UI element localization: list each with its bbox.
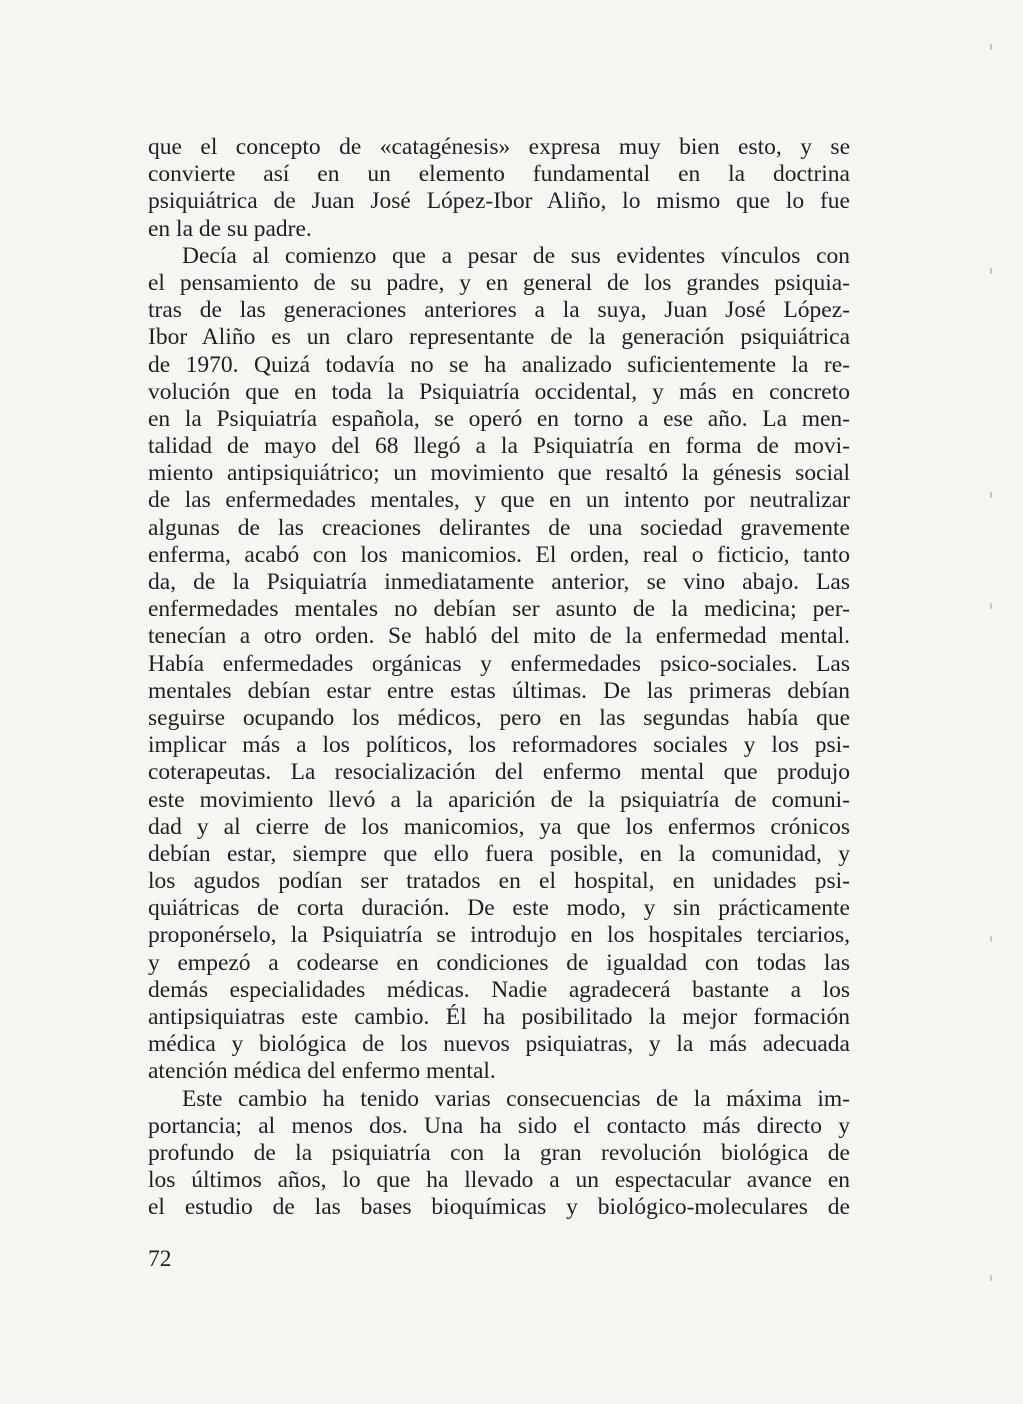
text-line: portancia; al menos dos. Una ha sido el contacto más directo y (148, 1112, 850, 1139)
text-line: Ibor Aliño es un claro representante de la generación psiquiátrica (148, 324, 850, 351)
text-line: en la de su padre. (148, 215, 312, 242)
text-line: enferma, acabó con los manicomios. El orden, real o ficticio, tanto (148, 541, 850, 568)
text-line: tras de las generaciones anteriores a la suya, Juan José López- (148, 297, 850, 324)
text-line: antipsiquiatras este cambio. Él ha posibilitado la mejor formación (148, 1004, 850, 1030)
scan-speck (990, 44, 992, 50)
text-line: este movimiento llevó a la aparición de la psiquiatría de comuni- (148, 786, 850, 813)
text-line: el estudio de las bases bioquímicas y biológico-moleculares de (148, 1194, 850, 1221)
text-line: miento antipsiquiátrico; un movimiento que resaltó la génesis social (148, 460, 850, 487)
text-line: proponérselo, la Psiquiatría se introdujo en los hospitales terciarios, (148, 922, 850, 949)
text-line: que el concepto de «catagénesis» expresa muy bien esto, y se (148, 134, 850, 160)
text-line: coterapeutas. La resocialización del enfermo mental que produjo (148, 759, 850, 786)
text-line: seguirse ocupando los médicos, pero en las segundas había que (148, 704, 850, 731)
text-line: volución que en toda la Psiquiatría occidental, y más en concreto (148, 378, 850, 405)
text-line: quiátricas de corta duración. De este modo, y sin prácticamente (148, 895, 850, 922)
text-line: da, de la Psiquiatría inmediatamente anterior, se vino abajo. Las (148, 569, 850, 595)
text-line: tenecían a otro orden. Se habló del mito de la enfermedad mental. (148, 623, 850, 650)
text-line: implicar más a los políticos, los reformadores sociales y los psi- (148, 732, 850, 759)
text-line: mentales debían estar entre estas últimas. De las primeras debían (148, 677, 850, 704)
text-line: Decía al comienzo que a pesar de sus evidentes vínculos con (182, 242, 850, 269)
text-line: Este cambio ha tenido varias consecuencias de la máxima im- (182, 1085, 850, 1112)
scan-speck (990, 268, 992, 274)
text-line: dad y al cierre de los manicomios, ya que los enfermos crónicos (148, 813, 850, 840)
text-line: algunas de las creaciones delirantes de una sociedad gravemente (148, 514, 850, 541)
scan-speck (990, 492, 992, 498)
text-line: talidad de mayo del 68 llegó a la Psiquiatría en forma de movi- (148, 433, 850, 460)
scan-speck (990, 603, 992, 609)
text-line: enfermedades mentales no debían ser asunto de la medicina; per- (148, 596, 850, 623)
text-line: los últimos años, lo que ha llevado a un espectacular avance en (148, 1167, 850, 1194)
scan-speck (990, 936, 992, 942)
text-line: y empezó a codearse en condiciones de igualdad con todas las (148, 949, 850, 976)
body-text (148, 134, 850, 1222)
text-line: convierte así en un elemento fundamental en la doctrina (148, 161, 850, 188)
text-line: Había enfermedades orgánicas y enfermedades psico-sociales. Las (148, 650, 850, 677)
text-line: en la Psiquiatría española, se operó en torno a ese año. La men- (148, 405, 850, 432)
text-line: de 1970. Quizá todavía no se ha analizado suficientemente la re- (148, 351, 850, 378)
text-line: demás especialidades médicas. Nadie agradecerá bastante a los (148, 976, 850, 1003)
text-line: médica y biológica de los nuevos psiquiatras, y la más adecuada (148, 1031, 850, 1058)
scan-speck (990, 1275, 992, 1281)
text-line: debían estar, siempre que ello fuera posible, en la comunidad, y (148, 840, 850, 867)
text-line: atención médica del enfermo mental. (148, 1058, 496, 1085)
text-line: de las enfermedades mentales, y que en un intento por neutralizar (148, 487, 850, 514)
page-number: 72 (148, 1246, 172, 1272)
text-line: psiquiátrica de Juan José López-Ibor Aliño, lo mismo que lo fue (148, 188, 850, 215)
text-line: el pensamiento de su padre, y en general de los grandes psiquia- (148, 269, 850, 296)
text-line: profundo de la psiquiatría con la gran revolución biológica de (148, 1139, 850, 1166)
text-line: los agudos podían ser tratados en el hospital, en unidades psi- (148, 868, 850, 895)
